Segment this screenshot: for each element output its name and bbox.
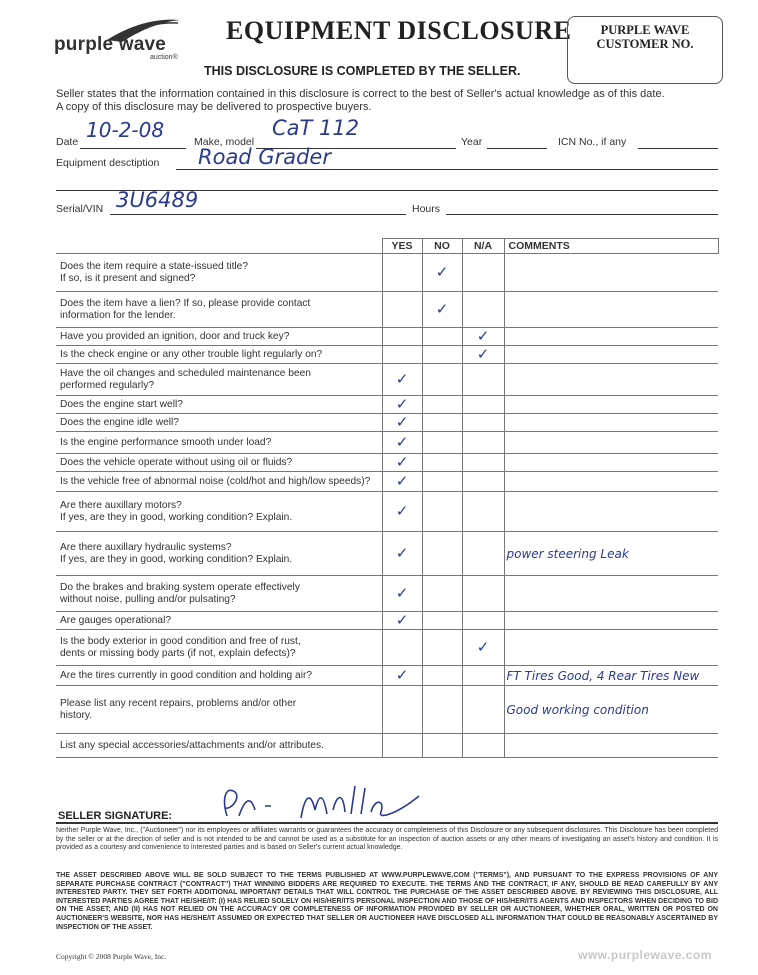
comment-cell[interactable]	[504, 396, 718, 414]
table-row	[56, 472, 718, 492]
answer-na-cell[interactable]	[462, 414, 504, 432]
question-text: Are there auxillary motors? If yes, are they in good, working condition? Explain.	[56, 492, 382, 532]
answer-na-cell[interactable]	[462, 576, 504, 612]
description-value[interactable]: Road Grader	[198, 145, 331, 169]
answer-no-cell[interactable]	[422, 472, 462, 492]
table-row	[56, 576, 718, 612]
table-row	[56, 346, 718, 364]
checkmark-icon: ✓	[395, 453, 409, 471]
question-text: Is the check engine or any other trouble light regularly on?	[56, 346, 382, 364]
answer-no-cell[interactable]	[422, 492, 462, 532]
logo-text: purple wave	[54, 34, 167, 55]
date-field-line	[80, 148, 186, 149]
serial-field-line	[110, 214, 406, 215]
checkmark-icon: ✓	[395, 666, 409, 684]
answer-no-cell[interactable]	[422, 432, 462, 454]
question-text: Is the vehicle free of abnormal noise (cold/hot and high/low speeds)?	[56, 472, 382, 492]
table-row	[56, 414, 718, 432]
answer-no-cell[interactable]	[422, 686, 462, 734]
disclaimer-text: Neither Purple Wave, Inc., ("Auctioneer") nor its employees or affiliates warrants or guarantees the accuracy or completeness of this Disclosure or any subsequent disclosures. This Disclosure has been completed by the seller or at the direction of seller and is not intended to be and cannot be used as a substitute for an inspection of auction assets or any other means of investigating an asset's history and condition. It is provided as a courtesy and convenience to interested parties and is based on Seller's current actual knowledge.	[56, 827, 718, 852]
answer-na-cell[interactable]	[462, 666, 504, 686]
table-row	[56, 734, 718, 758]
signature-label: SELLER SIGNATURE:	[58, 810, 173, 822]
table-row	[56, 532, 718, 576]
answer-yes-cell[interactable]	[382, 396, 422, 414]
description-field-line	[176, 169, 718, 170]
date-value[interactable]: 10-2-08	[86, 118, 165, 142]
answer-no-cell[interactable]	[422, 346, 462, 364]
answer-no-cell[interactable]	[422, 630, 462, 666]
answer-yes-cell[interactable]	[382, 532, 422, 576]
comment-cell[interactable]	[504, 492, 718, 532]
answer-na-cell[interactable]	[462, 432, 504, 454]
answer-na-cell[interactable]	[462, 292, 504, 328]
year-label: Year	[461, 136, 483, 148]
intro-text	[56, 88, 736, 114]
answer-na-cell[interactable]	[462, 630, 504, 666]
checkmark-icon: ✓	[395, 584, 409, 602]
watermark-text: www.purplewave.com	[578, 948, 712, 962]
header-no: NO	[422, 239, 462, 254]
comment-cell[interactable]: Good working condition	[504, 686, 718, 734]
question-text: Are gauges operational?	[56, 612, 382, 630]
make-value[interactable]: CaT 112	[272, 116, 360, 140]
question-text: Please list any recent repairs, problems and/or other history.	[56, 686, 382, 734]
hours-label: Hours	[412, 203, 441, 215]
answer-no-cell[interactable]	[422, 328, 462, 346]
title-text: EQUIPMENT DISCLOSURE	[226, 16, 572, 45]
checkmark-icon: ✓	[395, 611, 409, 629]
intro-line-1: Seller states that the information contained in this disclosure is correct to the best of Seller's actual knowledge as of this date.	[56, 88, 665, 100]
comment-cell[interactable]	[504, 364, 718, 396]
checkmark-icon: ✓	[395, 413, 409, 431]
comment-cell[interactable]	[504, 414, 718, 432]
table-row	[56, 630, 718, 666]
answer-no-cell[interactable]	[422, 454, 462, 472]
header-yes: YES	[382, 239, 422, 254]
comment-cell[interactable]	[504, 576, 718, 612]
date-label: Date	[56, 136, 79, 148]
questions-body	[56, 254, 718, 758]
answer-no-cell[interactable]	[422, 612, 462, 630]
question-text: Are the tires currently in good condition and holding air?	[56, 666, 382, 686]
table-row	[56, 686, 718, 734]
answer-na-cell[interactable]	[462, 492, 504, 532]
question-text: Does the item require a state-issued title? If so, is it present and signed?	[56, 254, 382, 292]
comment-cell[interactable]: FT Tires Good, 4 Rear Tires New	[504, 666, 718, 686]
comment-cell[interactable]	[504, 432, 718, 454]
customer-number-box[interactable]	[567, 16, 723, 84]
table-row	[56, 666, 718, 686]
answer-no-cell[interactable]	[422, 364, 462, 396]
serial-value[interactable]: 3U6489	[116, 188, 199, 212]
answer-no-cell[interactable]	[422, 666, 462, 686]
table-row	[56, 612, 718, 630]
table-row	[56, 432, 718, 454]
icn-label: ICN No., if any	[558, 136, 627, 148]
answer-yes-cell[interactable]	[382, 686, 422, 734]
table-row	[56, 364, 718, 396]
description-label: Equipment desctiption	[56, 157, 160, 169]
checkmark-icon: ✓	[395, 544, 409, 562]
checkmark-icon: ✓	[476, 327, 490, 345]
customer-box-line-1: PURPLE WAVE	[600, 23, 690, 37]
answer-na-cell[interactable]	[462, 364, 504, 396]
make-label: Make, model	[194, 136, 255, 148]
header-comments: COMMENTS	[504, 239, 718, 254]
answer-yes-cell[interactable]	[382, 328, 422, 346]
answer-na-cell[interactable]	[462, 254, 504, 292]
checkmark-icon: ✓	[476, 345, 490, 363]
question-text: Does the engine start well?	[56, 396, 382, 414]
comment-cell[interactable]: power steering Leak	[504, 532, 718, 576]
comment-cell[interactable]	[504, 612, 718, 630]
comment-cell[interactable]	[504, 734, 718, 758]
header-na: N/A	[462, 239, 504, 254]
checkmark-icon: ✓	[395, 370, 409, 388]
question-text: Do the brakes and braking system operate effectively without noise, pulling and/or pulsating?	[56, 576, 382, 612]
question-text: Does the engine idle well?	[56, 414, 382, 432]
checkmark-icon: ✓	[476, 638, 490, 656]
question-text: Are there auxillary hydraulic systems? If yes, are they in good, working condition? Explain.	[56, 532, 382, 576]
answer-no-cell[interactable]	[422, 254, 462, 292]
question-text: Have the oil changes and scheduled maintenance been performed regularly?	[56, 364, 382, 396]
table-row	[56, 396, 718, 414]
comment-cell[interactable]	[504, 472, 718, 492]
hours-field-line	[446, 214, 718, 215]
question-text: Is the body exterior in good condition and free of rust, dents or missing body parts (if not, explain defects)?	[56, 630, 382, 666]
checkmark-icon: ✓	[435, 300, 449, 318]
intro-line-2: A copy of this disclosure may be delivered to prospective buyers.	[56, 101, 372, 113]
page-title	[226, 16, 571, 46]
page-subtitle: THIS DISCLOSURE IS COMPLETED BY THE SELLER.	[204, 64, 521, 78]
comment-cell[interactable]	[504, 254, 718, 292]
answer-yes-cell[interactable]	[382, 630, 422, 666]
table-row	[56, 492, 718, 532]
checkmark-icon: ✓	[435, 263, 449, 281]
seller-signature-mark[interactable]	[205, 780, 445, 826]
answer-na-cell[interactable]	[462, 328, 504, 346]
table-row	[56, 454, 718, 472]
answer-no-cell[interactable]	[422, 292, 462, 328]
comment-cell[interactable]	[504, 328, 718, 346]
comment-cell[interactable]	[504, 454, 718, 472]
answer-no-cell[interactable]	[422, 734, 462, 758]
answer-yes-cell[interactable]	[382, 454, 422, 472]
question-text: Does the item have a lien? If so, please provide contact information for the lender.	[56, 292, 382, 328]
question-text: Is the engine performance smooth under load?	[56, 432, 382, 454]
table-row	[56, 328, 718, 346]
answer-yes-cell[interactable]	[382, 576, 422, 612]
answer-no-cell[interactable]	[422, 532, 462, 576]
logo-subtext: auction®	[150, 54, 178, 61]
question-text: List any special accessories/attachments and/or attributes.	[56, 734, 382, 758]
checkmark-icon: ✓	[395, 395, 409, 413]
answer-yes-cell[interactable]	[382, 292, 422, 328]
checkmark-icon: ✓	[395, 502, 409, 520]
answer-yes-cell[interactable]	[382, 346, 422, 364]
answer-na-cell[interactable]	[462, 346, 504, 364]
question-text: Does the vehicle operate without using oil or fluids?	[56, 454, 382, 472]
answer-no-cell[interactable]	[422, 414, 462, 432]
answer-yes-cell[interactable]	[382, 612, 422, 630]
year-field-line	[487, 148, 547, 149]
answer-na-cell[interactable]	[462, 686, 504, 734]
answer-yes-cell[interactable]	[382, 666, 422, 686]
table-header-row	[56, 239, 718, 254]
serial-label: Serial/VIN	[56, 203, 104, 215]
answer-yes-cell[interactable]	[382, 472, 422, 492]
comment-cell[interactable]	[504, 346, 718, 364]
customer-box-line-2: CUSTOMER NO.	[596, 37, 694, 51]
question-text: Have you provided an ignition, door and truck key?	[56, 328, 382, 346]
answer-na-cell[interactable]	[462, 396, 504, 414]
checkmark-icon: ✓	[395, 433, 409, 451]
answer-na-cell[interactable]	[462, 472, 504, 492]
answer-yes-cell[interactable]	[382, 364, 422, 396]
icn-field-line	[638, 148, 718, 149]
terms-text: THE ASSET DESCRIBED ABOVE WILL BE SOLD SUBJECT TO THE TERMS PUBLISHED AT WWW.PURPLEWAVE.COM ("TERMS"), AND PURSUANT TO THE EXPRESS PROVISIONS OF ANY SEPARATE PURCHASE CONTRACT ("CONTRACT") THAT WINNING BIDDERS ARE REQUIRED TO EXECUTE. THE TERMS AND THE CONTRACT, IF ANY, SHOULD BE READ CAREFULLY BY ANY INTERESTED PARTY. THEY SET FORTH ADDITIONAL IMPORTANT DETAILS THAT WILL CONTROL THE PURCHASE OF THE ASSET DESCRIBED ABOVE. BY REVIEWING THIS DISCLOSURE, ALL INTERESTED PARTIES AGREE THAT HE/SHE/IT: (I) HAS RELIED SOLELY ON HIS/HER/ITS PERSONAL INSPECTION AND THOSE OF HIS/HER/ITS AGENTS AND INSPECTORS WHEN DECIDING TO BID ON THE ASSET; AND (II) HAS NOT RELIED ON THE ACCURACY OR COMPLETENESS OF INFORMATION PROVIDED BY SELLER OR AUCTIONEER, WHETHER ORAL, WRITTEN OR POSTED ON AUCTIONEER'S WEBSITE, NOR HAS HE/SHE/IT ASSUMED OR EXPECTED THAT SELLER OR AUCTIONEER HAVE DISCLOSED ALL INFORMATION THAT COULD BE REASONABLY ASCERTAINED BY INSPECTION OF THE ASSET.	[56, 872, 718, 931]
answer-yes-cell[interactable]	[382, 414, 422, 432]
header-question	[56, 239, 382, 254]
comment-cell[interactable]	[504, 292, 718, 328]
answer-yes-cell[interactable]	[382, 734, 422, 758]
logo	[52, 14, 187, 64]
answer-na-cell[interactable]	[462, 734, 504, 758]
answer-yes-cell[interactable]	[382, 492, 422, 532]
answer-yes-cell[interactable]	[382, 432, 422, 454]
table-row	[56, 254, 718, 292]
answer-yes-cell[interactable]	[382, 254, 422, 292]
copyright-text: Copyright © 2008 Purple Wave, Inc.	[56, 952, 167, 961]
answer-na-cell[interactable]	[462, 532, 504, 576]
answer-no-cell[interactable]	[422, 396, 462, 414]
answer-na-cell[interactable]	[462, 454, 504, 472]
questions-table	[56, 238, 719, 758]
answer-na-cell[interactable]	[462, 612, 504, 630]
answer-no-cell[interactable]	[422, 576, 462, 612]
table-row	[56, 292, 718, 328]
checkmark-icon: ✓	[395, 472, 409, 490]
comment-cell[interactable]	[504, 630, 718, 666]
